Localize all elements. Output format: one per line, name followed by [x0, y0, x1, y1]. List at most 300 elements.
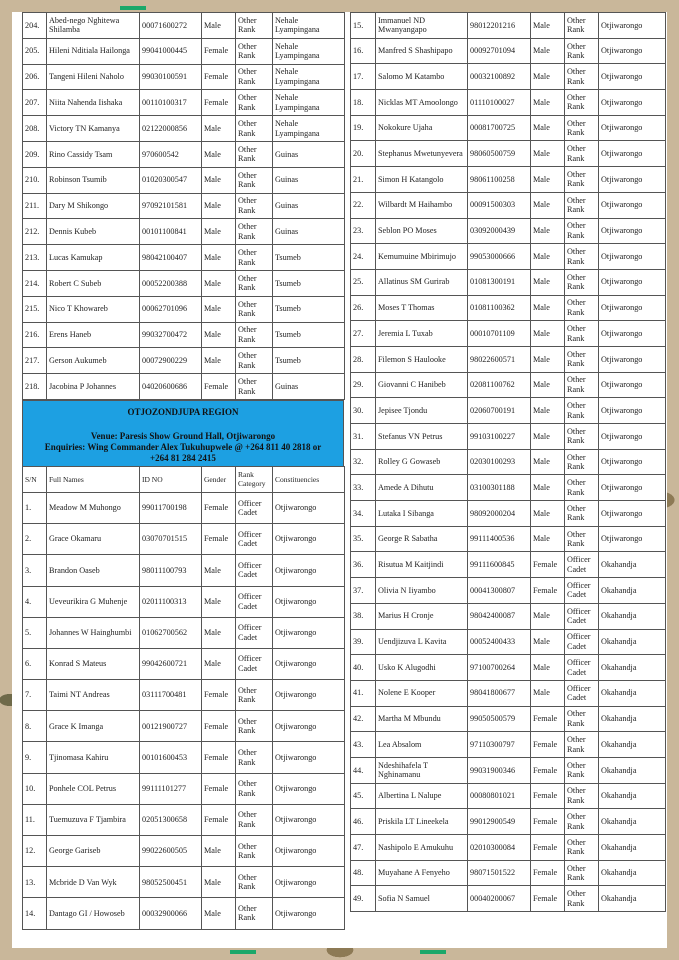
cell-id-no: 02011100313	[140, 586, 202, 617]
cell-full-name: Mcbride D Van Wyk	[47, 867, 140, 898]
cell-id-no: 99111400536	[468, 526, 531, 552]
cell-rank-category: Other Rank	[236, 322, 273, 348]
table-row	[23, 38, 345, 64]
cell-sn: 42.	[351, 706, 376, 732]
cell-rank-category: Other Rank	[236, 193, 273, 219]
cell-id-no: 98041800677	[468, 680, 531, 706]
cell-gender: Male	[531, 38, 565, 64]
cell-sn: 216.	[23, 322, 47, 348]
cell-sn: 28.	[351, 346, 376, 372]
cell-constituency: Otjiwarongo	[273, 492, 345, 523]
cell-gender: Female	[531, 886, 565, 912]
cell-full-name: Jepisee Tjondu	[376, 398, 468, 424]
cell-rank-category: Other Rank	[565, 372, 599, 398]
cell-rank-category: Other Rank	[236, 374, 273, 400]
cell-sn: 26.	[351, 295, 376, 321]
cell-rank-category: Other Rank	[236, 270, 273, 296]
cell-full-name: George Gariseb	[47, 836, 140, 867]
cell-id-no: 03070701515	[140, 524, 202, 555]
cell-rank-category: Other Rank	[565, 115, 599, 141]
table-row	[351, 835, 666, 861]
cell-sn: 33.	[351, 475, 376, 501]
table-row	[351, 706, 666, 732]
table-row	[351, 38, 666, 64]
cell-id-no: 00121900727	[140, 711, 202, 742]
cell-rank-category: Other Rank	[565, 475, 599, 501]
cell-constituency: Otjiwarongo	[599, 501, 666, 527]
table-row	[351, 629, 666, 655]
otjozondjupa-table-part2	[350, 12, 666, 912]
cell-constituency: Tsumeb	[273, 245, 345, 271]
cell-rank-category: Other Rank	[236, 680, 273, 711]
cell-constituency: Otjiwarongo	[599, 244, 666, 270]
cell-rank-category: Other Rank	[236, 867, 273, 898]
cell-constituency: Otjiwarongo	[599, 64, 666, 90]
document-page	[12, 12, 667, 948]
cell-constituency: Guinas	[273, 374, 345, 400]
cell-full-name: Risutua M Kaitjindi	[376, 552, 468, 578]
table-row	[23, 711, 345, 742]
cell-gender: Male	[202, 167, 236, 193]
table-row	[23, 680, 345, 711]
cell-gender: Female	[531, 809, 565, 835]
cell-full-name: Nokokure Ujaha	[376, 115, 468, 141]
cell-gender: Male	[531, 141, 565, 167]
cell-constituency: Otjiwarongo	[599, 192, 666, 218]
cell-full-name: Erens Haneb	[47, 322, 140, 348]
cell-id-no: 99111101277	[140, 773, 202, 804]
cell-constituency: Tsumeb	[273, 296, 345, 322]
cell-full-name: Giovanni C Hanibeb	[376, 372, 468, 398]
cell-id-no: 98012201216	[468, 13, 531, 39]
table-row	[351, 449, 666, 475]
cell-full-name: Nashipolo E Amukuhu	[376, 835, 468, 861]
cell-sn: 47.	[351, 835, 376, 861]
cell-sn: 35.	[351, 526, 376, 552]
table-row	[351, 141, 666, 167]
cell-full-name: Taimi NT Andreas	[47, 680, 140, 711]
cell-rank-category: Other Rank	[565, 424, 599, 450]
cell-id-no: 00110100317	[140, 90, 202, 116]
table-row	[23, 193, 345, 219]
cell-gender: Female	[202, 90, 236, 116]
cell-gender: Female	[202, 64, 236, 90]
cell-constituency: Tsumeb	[273, 270, 345, 296]
cell-id-no: 97110300797	[468, 732, 531, 758]
cell-constituency: Nehale Lyampingana	[273, 116, 345, 142]
cell-full-name: Nicklas MT Amoolongo	[376, 90, 468, 116]
cell-sn: 204.	[23, 13, 47, 39]
table-row	[23, 492, 345, 523]
cell-sn: 27.	[351, 321, 376, 347]
table-row	[23, 245, 345, 271]
cell-sn: 40.	[351, 655, 376, 681]
cell-constituency: Otjiwarongo	[599, 449, 666, 475]
cell-full-name: Manfred S Shashipapo	[376, 38, 468, 64]
cell-rank-category: Other Rank	[565, 90, 599, 116]
cell-constituency: Guinas	[273, 141, 345, 167]
cell-id-no: 99053000666	[468, 244, 531, 270]
cell-gender: Male	[531, 167, 565, 193]
cell-rank-category: Other Rank	[236, 116, 273, 142]
cell-id-no: 00032900066	[140, 898, 202, 929]
cell-rank-category: Other Rank	[565, 13, 599, 39]
cell-gender: Male	[202, 586, 236, 617]
table-row	[351, 475, 666, 501]
cell-rank-category: Other Rank	[236, 219, 273, 245]
cell-gender: Female	[531, 860, 565, 886]
cell-gender: Male	[202, 13, 236, 39]
cell-gender: Male	[202, 348, 236, 374]
cell-full-name: Tjinomasa Kahiru	[47, 742, 140, 773]
green-stripe-decoration	[420, 950, 446, 954]
enquiries-text: Enquiries: Wing Commander Alex Tukuhupwele @ +264 811 40 2818 or	[44, 441, 322, 452]
table-row	[351, 860, 666, 886]
cell-constituency: Otjiwarongo	[273, 867, 345, 898]
cell-gender: Male	[531, 603, 565, 629]
cell-rank-category: Other Rank	[565, 886, 599, 912]
header-id-no: ID NO	[140, 466, 202, 492]
table-row	[351, 90, 666, 116]
table-header-row	[23, 466, 345, 492]
cell-gender: Male	[202, 555, 236, 586]
cell-constituency: Otjiwarongo	[273, 773, 345, 804]
cell-id-no: 98052500451	[140, 867, 202, 898]
cell-id-no: 97100700264	[468, 655, 531, 681]
cell-sn: 213.	[23, 245, 47, 271]
cell-id-no: 00092701094	[468, 38, 531, 64]
cell-id-no: 98092000204	[468, 501, 531, 527]
cell-id-no: 99012900549	[468, 809, 531, 835]
cell-sn: 210.	[23, 167, 47, 193]
cell-rank-category: Officer Cadet	[565, 655, 599, 681]
cell-id-no: 03100301188	[468, 475, 531, 501]
cell-full-name: Victory TN Kamanya	[47, 116, 140, 142]
cell-id-no: 02051300658	[140, 804, 202, 835]
cell-rank-category: Other Rank	[565, 757, 599, 783]
cell-gender: Male	[202, 116, 236, 142]
cell-gender: Female	[202, 711, 236, 742]
cell-constituency: Otjiwarongo	[599, 295, 666, 321]
table-row	[351, 346, 666, 372]
region-header	[22, 400, 344, 466]
cell-constituency: Nehale Lyampingana	[273, 38, 345, 64]
cell-full-name: Konrad S Mateus	[47, 648, 140, 679]
cell-id-no: 04020600686	[140, 374, 202, 400]
table-row	[23, 742, 345, 773]
cell-sn: 37.	[351, 578, 376, 604]
cell-full-name: Abed-nego Nghitewa Shilamba	[47, 13, 140, 39]
table-row	[23, 13, 345, 39]
otjozondjupa-table-part1	[22, 466, 345, 930]
region-title: OTJOZONDJUPA REGION	[127, 406, 239, 417]
cell-sn: 9.	[23, 742, 47, 773]
cell-rank-category: Other Rank	[565, 244, 599, 270]
cell-constituency: Otjiwarongo	[273, 898, 345, 929]
header-gender: Gender	[202, 466, 236, 492]
cell-sn: 31.	[351, 424, 376, 450]
header-constituencies: Constituencies	[273, 466, 345, 492]
cell-sn: 14.	[23, 898, 47, 929]
cell-gender: Male	[531, 398, 565, 424]
cell-rank-category: Officer Cadet	[236, 617, 273, 648]
cell-full-name: Hileni Nditiala Hailonga	[47, 38, 140, 64]
cell-full-name: Robinson Tsumib	[47, 167, 140, 193]
cell-constituency: Otjiwarongo	[599, 424, 666, 450]
cell-rank-category: Other Rank	[565, 346, 599, 372]
cell-id-no: 01110100027	[468, 90, 531, 116]
cell-sn: 17.	[351, 64, 376, 90]
cell-full-name: George R Sabatha	[376, 526, 468, 552]
cell-sn: 23.	[351, 218, 376, 244]
cell-constituency: Guinas	[273, 167, 345, 193]
header-sn: S/N	[23, 466, 47, 492]
cell-sn: 44.	[351, 757, 376, 783]
cell-gender: Male	[531, 475, 565, 501]
cell-rank-category: Other Rank	[236, 167, 273, 193]
cell-constituency: Okahandja	[599, 578, 666, 604]
cell-sn: 19.	[351, 115, 376, 141]
cell-id-no: 02081100762	[468, 372, 531, 398]
table-row	[351, 192, 666, 218]
cell-sn: 212.	[23, 219, 47, 245]
cell-constituency: Okahandja	[599, 706, 666, 732]
table-row	[351, 655, 666, 681]
cell-constituency: Otjiwarongo	[273, 586, 345, 617]
cell-id-no: 98011100793	[140, 555, 202, 586]
cell-constituency: Okahandja	[599, 860, 666, 886]
table-row	[23, 116, 345, 142]
cell-full-name: Jacobina P Johannes	[47, 374, 140, 400]
cell-gender: Male	[202, 245, 236, 271]
table-row	[23, 64, 345, 90]
left-column	[22, 12, 344, 930]
cell-id-no: 00071600272	[140, 13, 202, 39]
cell-rank-category: Officer Cadet	[565, 629, 599, 655]
cell-gender: Male	[531, 680, 565, 706]
cell-constituency: Guinas	[273, 219, 345, 245]
cell-gender: Female	[202, 804, 236, 835]
cell-id-no: 02122000856	[140, 116, 202, 142]
cell-constituency: Okahandja	[599, 835, 666, 861]
cell-gender: Male	[202, 867, 236, 898]
cell-gender: Female	[202, 374, 236, 400]
table-row	[23, 348, 345, 374]
cell-id-no: 99042600721	[140, 648, 202, 679]
cell-full-name: Salomo M Katambo	[376, 64, 468, 90]
cell-id-no: 98061100258	[468, 167, 531, 193]
cell-id-no: 00041300807	[468, 578, 531, 604]
cell-rank-category: Other Rank	[236, 90, 273, 116]
table-row	[23, 804, 345, 835]
cell-constituency: Otjiwarongo	[599, 269, 666, 295]
cell-id-no: 01020300547	[140, 167, 202, 193]
cell-id-no: 00032100892	[468, 64, 531, 90]
cell-id-no: 01062700562	[140, 617, 202, 648]
cell-id-no: 99032700472	[140, 322, 202, 348]
cell-gender: Female	[202, 742, 236, 773]
cell-rank-category: Other Rank	[565, 295, 599, 321]
cell-sn: 32.	[351, 449, 376, 475]
cell-full-name: Amede A Dihutu	[376, 475, 468, 501]
cell-id-no: 00052400433	[468, 629, 531, 655]
cell-sn: 45.	[351, 783, 376, 809]
cell-constituency: Okahandja	[599, 757, 666, 783]
cell-rank-category: Other Rank	[565, 321, 599, 347]
cell-rank-category: Other Rank	[565, 38, 599, 64]
cell-gender: Male	[531, 64, 565, 90]
cell-rank-category: Other Rank	[236, 141, 273, 167]
cell-id-no: 99031900346	[468, 757, 531, 783]
table-row	[351, 757, 666, 783]
table-row	[351, 398, 666, 424]
table-row	[23, 374, 345, 400]
cell-gender: Male	[202, 141, 236, 167]
cell-sn: 41.	[351, 680, 376, 706]
cell-gender: Male	[531, 501, 565, 527]
cell-rank-category: Officer Cadet	[236, 492, 273, 523]
table-row	[351, 295, 666, 321]
table-row	[23, 773, 345, 804]
cell-full-name: Marius H Cronje	[376, 603, 468, 629]
cell-full-name: Ponhele COL Petrus	[47, 773, 140, 804]
cell-rank-category: Officer Cadet	[565, 603, 599, 629]
cell-full-name: Filemon S Haulooke	[376, 346, 468, 372]
cell-rank-category: Other Rank	[565, 706, 599, 732]
table-row	[23, 867, 345, 898]
table-row	[351, 578, 666, 604]
cell-full-name: Martha M Mbundu	[376, 706, 468, 732]
cell-constituency: Otjiwarongo	[599, 115, 666, 141]
cell-sn: 15.	[351, 13, 376, 39]
cell-constituency: Otjiwarongo	[599, 475, 666, 501]
cell-full-name: Olivia N Iiyambo	[376, 578, 468, 604]
cell-constituency: Otjiwarongo	[273, 648, 345, 679]
cell-rank-category: Other Rank	[236, 38, 273, 64]
cell-constituency: Otjiwarongo	[599, 38, 666, 64]
cell-id-no: 00052200388	[140, 270, 202, 296]
table-row	[351, 501, 666, 527]
cell-id-no: 98071501522	[468, 860, 531, 886]
cell-id-no: 02060700191	[468, 398, 531, 424]
cell-sn: 218.	[23, 374, 47, 400]
cell-full-name: Dantago GI / Howoseb	[47, 898, 140, 929]
table-row	[23, 167, 345, 193]
cell-sn: 18.	[351, 90, 376, 116]
green-stripe-decoration	[230, 950, 256, 954]
table-row	[23, 836, 345, 867]
cell-gender: Male	[531, 295, 565, 321]
cell-id-no: 00080801021	[468, 783, 531, 809]
cell-constituency: Otjiwarongo	[273, 555, 345, 586]
cell-full-name: Stephanus Mwetunyevera	[376, 141, 468, 167]
cell-rank-category: Officer Cadet	[565, 578, 599, 604]
cell-constituency: Otjiwarongo	[273, 836, 345, 867]
cell-full-name: Dennis Kubeb	[47, 219, 140, 245]
header-full-names: Full Names	[47, 466, 140, 492]
cell-rank-category: Other Rank	[565, 398, 599, 424]
cell-sn: 25.	[351, 269, 376, 295]
cell-rank-category: Other Rank	[565, 167, 599, 193]
cell-sn: 24.	[351, 244, 376, 270]
cell-sn: 8.	[23, 711, 47, 742]
cell-rank-category: Other Rank	[236, 711, 273, 742]
table-row	[23, 322, 345, 348]
cell-full-name: Rolley G Gowaseb	[376, 449, 468, 475]
cell-constituency: Okahandja	[599, 552, 666, 578]
cell-gender: Female	[202, 38, 236, 64]
cell-sn: 7.	[23, 680, 47, 711]
cell-gender: Female	[202, 680, 236, 711]
cell-sn: 205.	[23, 38, 47, 64]
cell-full-name: Jeremia L Tuxab	[376, 321, 468, 347]
venue-text: Venue: Paresis Show Ground Hall, Otjiwarongo	[90, 430, 276, 441]
cell-rank-category: Other Rank	[565, 783, 599, 809]
table-row	[23, 524, 345, 555]
cell-id-no: 98042100407	[140, 245, 202, 271]
cell-sn: 39.	[351, 629, 376, 655]
cell-sn: 5.	[23, 617, 47, 648]
cell-id-no: 00091500303	[468, 192, 531, 218]
cell-gender: Female	[531, 783, 565, 809]
cell-full-name: Tangeni Hileni Naholo	[47, 64, 140, 90]
cell-id-no: 00010701109	[468, 321, 531, 347]
cell-gender: Female	[202, 524, 236, 555]
cell-full-name: Meadow M Muhongo	[47, 492, 140, 523]
cell-sn: 2.	[23, 524, 47, 555]
cell-gender: Female	[531, 732, 565, 758]
cell-sn: 30.	[351, 398, 376, 424]
cell-sn: 22.	[351, 192, 376, 218]
cell-sn: 46.	[351, 809, 376, 835]
table-row	[351, 809, 666, 835]
cell-rank-category: Other Rank	[236, 836, 273, 867]
cell-sn: 209.	[23, 141, 47, 167]
cell-id-no: 00101600453	[140, 742, 202, 773]
cell-id-no: 97092101581	[140, 193, 202, 219]
cell-constituency: Okahandja	[599, 680, 666, 706]
table-row	[23, 90, 345, 116]
cell-constituency: Otjiwarongo	[273, 524, 345, 555]
cell-constituency: Tsumeb	[273, 348, 345, 374]
cell-constituency: Otjiwarongo	[273, 711, 345, 742]
cell-full-name: Simon H Katangolo	[376, 167, 468, 193]
cell-sn: 13.	[23, 867, 47, 898]
table-row	[351, 552, 666, 578]
cell-gender: Male	[531, 629, 565, 655]
cell-full-name: Uendjizuva L Kavita	[376, 629, 468, 655]
cell-id-no: 99022600505	[140, 836, 202, 867]
cell-sn: 208.	[23, 116, 47, 142]
cell-id-no: 00081700725	[468, 115, 531, 141]
cell-constituency: Otjiwarongo	[599, 167, 666, 193]
cell-rank-category: Other Rank	[236, 804, 273, 835]
table-row	[23, 296, 345, 322]
cell-constituency: Otjiwarongo	[599, 398, 666, 424]
cell-rank-category: Other Rank	[565, 835, 599, 861]
cell-full-name: Johannes W Hainghumbi	[47, 617, 140, 648]
cell-gender: Male	[202, 836, 236, 867]
table-row	[351, 732, 666, 758]
cell-gender: Male	[531, 115, 565, 141]
table-row	[23, 648, 345, 679]
cell-sn: 4.	[23, 586, 47, 617]
table-row	[351, 680, 666, 706]
cell-rank-category: Officer Cadet	[236, 555, 273, 586]
cell-sn: 20.	[351, 141, 376, 167]
cell-sn: 211.	[23, 193, 47, 219]
cell-full-name: Moses T Thomas	[376, 295, 468, 321]
